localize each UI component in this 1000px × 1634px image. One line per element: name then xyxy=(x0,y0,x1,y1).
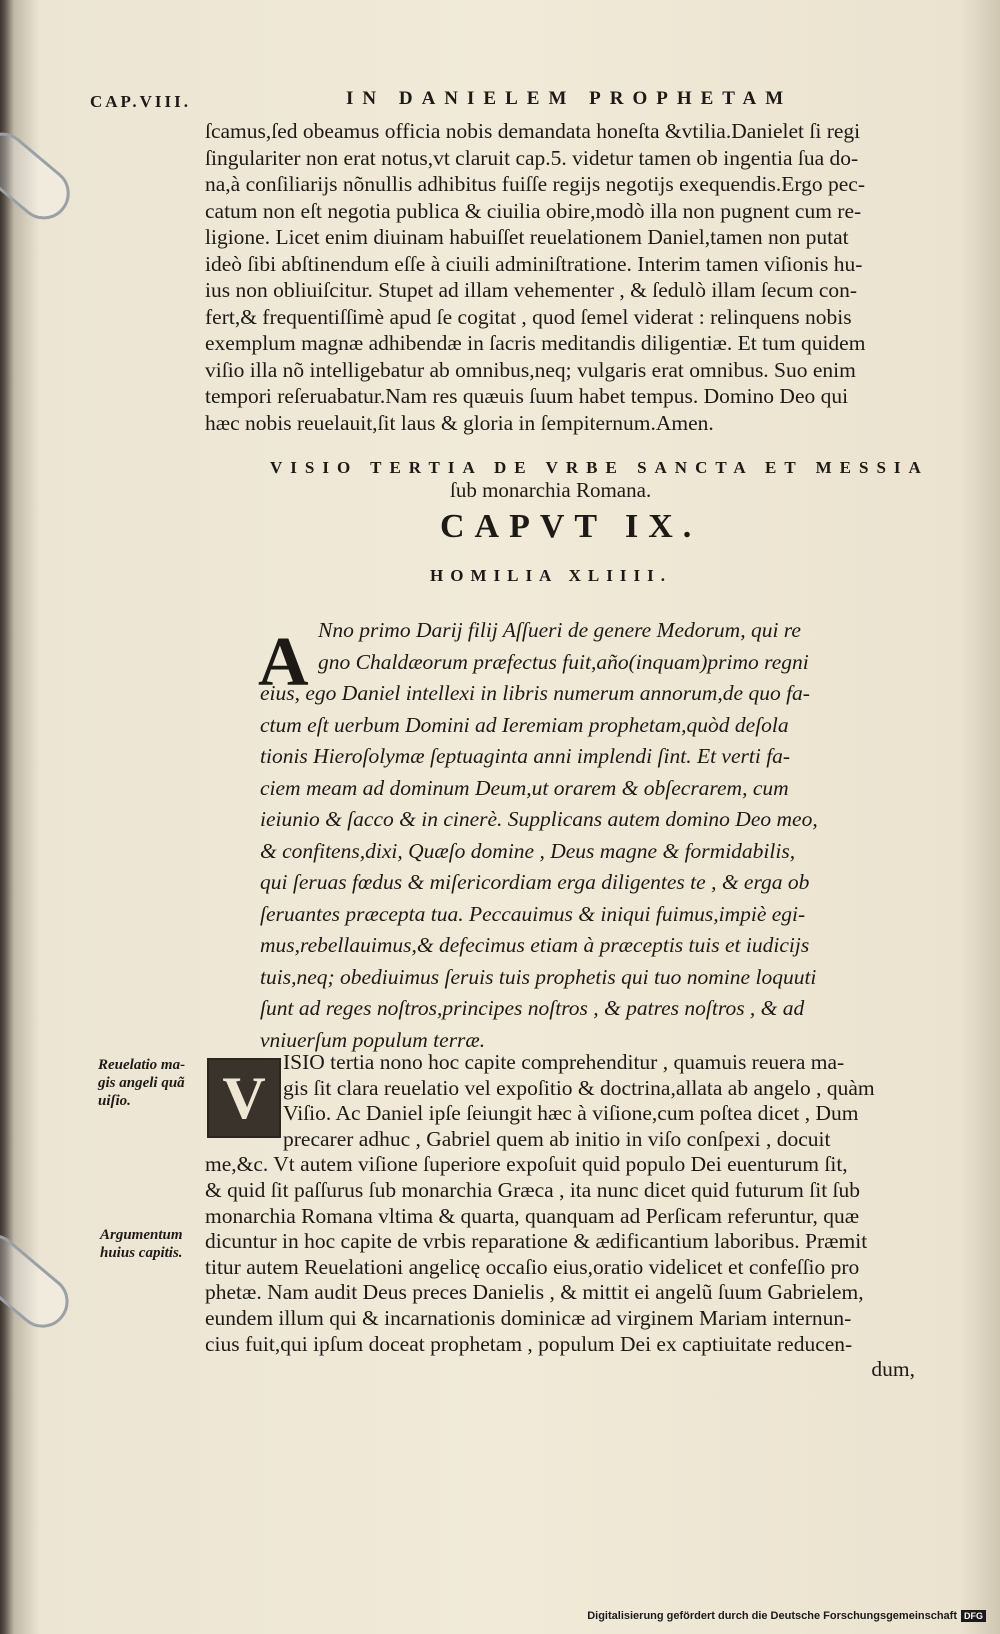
running-head xyxy=(90,88,970,118)
text-line: ſcamus,ſed obeamus officia nobis demandata honeſta &vtilia.Danielet ſi regi xyxy=(205,119,861,143)
drop-cap-initial: A xyxy=(258,624,309,701)
margin-note-argument xyxy=(100,1226,183,1262)
text-line: na,à conſiliarijs nõnullis adhibitus fuiſſe regijs negotijs exequendis.Ergo pec- xyxy=(205,172,865,196)
text-line: tempori reſeruabatur.Nam res quæuis ſuum habet tempus. Domino Deo qui xyxy=(205,384,849,408)
text-line: dicuntur in hoc capite de vrbis reparatione & ædificantium laboribus. Præmit xyxy=(205,1229,868,1254)
footer-text: Digitalisierung gefördert durch die Deutsche Forschungsgemeinschaft xyxy=(587,1610,957,1622)
text-line: & confitens,dixi, Quæſo domine , Deus magne & formidabilis, xyxy=(260,838,796,863)
text-line: vniuerſum populum terræ. xyxy=(260,1027,486,1052)
text-line: cius fuit,qui ipſum doceat prophetam , populum Dei ex captiuitate reducen- xyxy=(205,1331,853,1356)
margin-note-line: gis angeli quã xyxy=(98,1075,185,1091)
margin-note-line: Argumentum xyxy=(100,1227,183,1243)
text-line: phetæ. Nam audit Deus preces Danielis , & mittit ei angelũ ſuum Gabrielem, xyxy=(205,1280,864,1305)
text-line: precarer adhuc , Gabriel quem ab initio in viſo conſpexi , docuit xyxy=(283,1126,831,1151)
text-line: ISIO tertia nono hoc capite comprehenditur , quamuis reuera ma- xyxy=(283,1050,845,1074)
text-line: gno Chaldæorum præfectus fuit,año(inquam)primo regni xyxy=(318,649,809,674)
text-line: fert,& frequentiſſimè apud ſe cogitat , quod ſemel viderat : relinquens nobis xyxy=(205,304,852,329)
text-line: ſeruantes præcepta tua. Peccauimus & iniqui fuimus,impiè egi- xyxy=(260,901,806,926)
text-line: Nno primo Darij filij Aſſueri de genere Medorum, qui re xyxy=(318,618,801,642)
text-line: eundem illum qui & incarnationis dominicæ ad virginem Mariam internun- xyxy=(205,1305,852,1330)
spine-shadow xyxy=(0,0,14,1634)
text-line: ſunt ad reges noſtros,principes noſtros , & patres noſtros , & ad xyxy=(260,996,805,1020)
scripture-passage xyxy=(260,615,940,1056)
text-line: mus,rebellauimus,& defecimus etiam à præceptis tuis et iudicijs xyxy=(260,933,810,957)
text-line: me,&c. Vt autem viſione ſuperiore expoſuit quid populo Dei euenturum ſit, xyxy=(205,1152,848,1177)
text-line: dum, xyxy=(871,1357,915,1382)
text-line: ſingulariter non erat notus,vt claruit cap.5. videtur tamen ob ingentia ſua do- xyxy=(205,145,859,170)
text-line: hæc nobis reuelauit,ſit laus & gloria in ſempiternum.Amen. xyxy=(205,410,714,435)
text-line: viſio illa nõ intelligebatur ab omnibus,neq; vulgaris erat omnibus. Suo enim xyxy=(205,357,856,382)
text-line: titur autem Reuelationi angelicę occaſio eius,oratio videlicet et confeſſio pro xyxy=(205,1254,860,1279)
margin-note-line: Reuelatio ma- xyxy=(98,1057,186,1073)
text-line: ciem meam ad dominum Deum,ut orarem & obſecrarem, cum xyxy=(260,775,789,800)
text-line: ctum eſt uerbum Domini ad Ieremiam prophetam,quòd deſola xyxy=(260,712,789,737)
text-line: ligione. Licet enim diuinam habuiſſet reuelationem Daniel,tamen non putat xyxy=(205,225,849,249)
margin-note-revelation xyxy=(98,1056,185,1110)
text-line: gis ſit clara reuelatio vel expoſitio & doctrina,allata ab angelo , quàm xyxy=(283,1075,875,1100)
text-line: ius non obliuiſcitur. Stupet ad illam vehementer , & ſedulò illam ſecum con- xyxy=(205,278,858,302)
text-line: Viſio. Ac Daniel ipſe ſeiungit hæc à viſione,cum poſtea dicet , Dum xyxy=(283,1101,859,1126)
text-line: ieiunio & ſacco & in cinerè. Supplicans autem domino Deo meo, xyxy=(260,807,818,831)
text-line: qui ſeruas fœdus & miſericordiam erga diligentes te , & erga ob xyxy=(260,870,810,894)
homily-title: HOMILIA XLIIII. xyxy=(430,566,672,585)
text-line: catum non eſt negotia publica & ciuilia obire,modò illa non pugnent cum re- xyxy=(205,198,862,223)
text-line: & quid ſit paſſurus ſub monarchia Græca , ita nunc dicet quid futurum ſit ſub xyxy=(205,1177,861,1202)
margin-note-line: uiſio. xyxy=(98,1093,131,1109)
ornate-initial-letter: V xyxy=(222,1065,266,1131)
text-line: eius, ego Daniel intellexi in libris numerum annorum,de quo fa- xyxy=(260,681,810,705)
chapter-title: CAPVT IX. xyxy=(440,508,702,545)
upper-paragraph xyxy=(205,118,940,436)
dfg-logo: DFG xyxy=(961,1610,986,1622)
text-line: tionis Hieroſolymæ ſeptuaginta anni implendi ſint. Et verti fa- xyxy=(260,744,791,768)
text-line: tuis,neq; obediuimus ſeruis tuis prophetis qui tuo nomine loquuti xyxy=(260,964,817,989)
text-line: ideò ſibi abſtinendum eſſe à ciuili adminiſtratione. Interim tamen viſionis hu- xyxy=(205,251,863,276)
lower-paragraph xyxy=(205,1050,945,1383)
text-line: exemplum magnæ adhibendæ in ſacris meditandis diligentiæ. Et tum quidem xyxy=(205,331,866,355)
running-title: IN DANIELEM PROPHETAM xyxy=(346,88,793,109)
chapter-marker: CAP.VIII. xyxy=(90,92,192,111)
visio-heading: VISIO TERTIA DE VRBE SANCTA ET MESSIA xyxy=(270,458,929,477)
margin-note-line: huius capitis. xyxy=(100,1245,183,1261)
text-line: monarchia Romana vltima & quarta, quanquam ad Perſicam referuntur, quæ xyxy=(205,1203,860,1228)
digitization-footer xyxy=(587,1608,986,1624)
visio-subheading: ſub monarchia Romana. xyxy=(450,478,652,502)
